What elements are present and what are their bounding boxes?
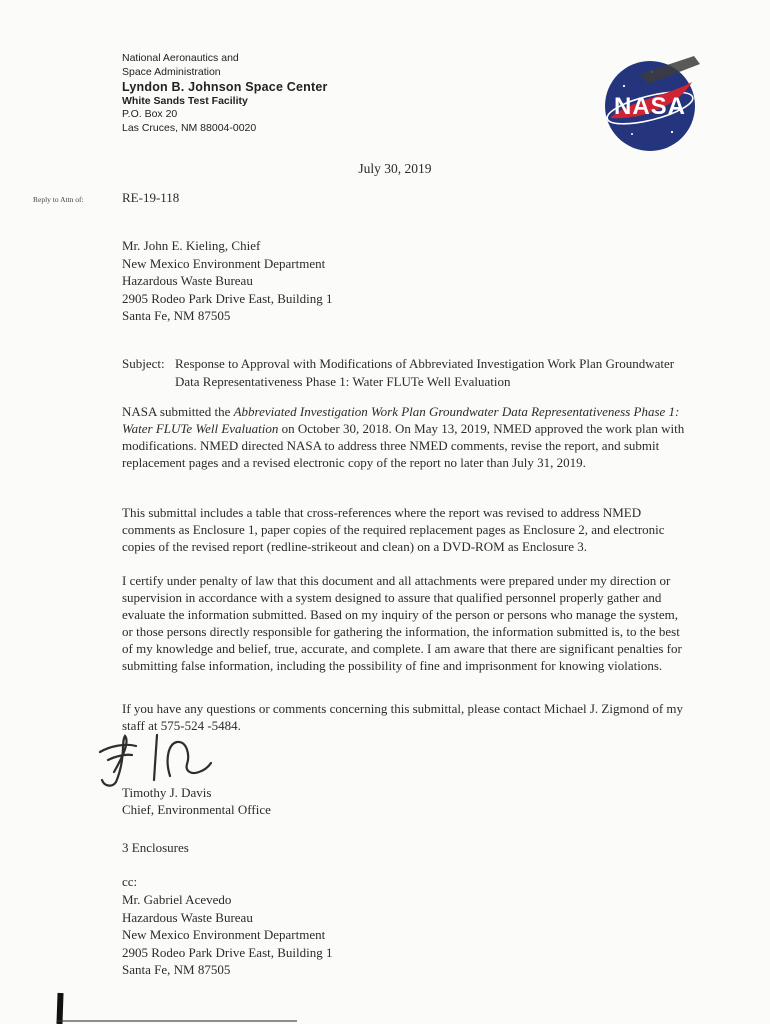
body-paragraph-2: This submittal includes a table that cross-references where the report was revised to address NMED comments as Enclosure 1, paper copies of the required replacement pages as Enclosure 2, and electronic copies of the revised report (redline-strikeout and clean) on a DVD-ROM as Enclosure 3. — [122, 505, 665, 554]
letterhead — [122, 52, 328, 135]
recipient-line: Hazardous Waste Bureau — [122, 273, 253, 288]
reply-attn-label: Reply to Attn of: — [33, 195, 84, 204]
cc-line: New Mexico Environment Department — [122, 927, 326, 942]
signer-name: Timothy J. Davis — [122, 785, 212, 800]
enclosures-note: 3 Enclosures — [122, 840, 189, 855]
handwritten-signature — [92, 730, 242, 790]
body-paragraph-1 — [122, 403, 688, 471]
svg-text:NASA: NASA — [613, 93, 687, 120]
p1-pre: NASA submitted the — [122, 404, 234, 419]
p1-post: on October 30, 2018. On May 13, 2019, NMED approved the work plan with modifications. NMED directed NASA to address three NMED comments, revise the report, and submit replacement pages and a revised electronic copy of the report no later than July 31, 2019. — [122, 421, 685, 470]
recipient-line: New Mexico Environment Department — [122, 255, 326, 271]
recipient-line: Santa Fe, NM 87505 — [122, 308, 231, 323]
subject-text: Response to Approval with Modifications of Abbreviated Investigation Work Plan Groundwater Data Representativeness Phase 1: Water FLUTe Well Evaluation — [175, 356, 675, 389]
p1-work-plan-title: Abbreviated Investigation Work Plan Groundwater Data Representativeness Phase 1: Water FLUTe Well Evaluation — [122, 404, 680, 436]
cc-label: cc: — [122, 874, 138, 889]
body-paragraph-3: I certify under penalty of law that this document and all attachments were prepared under my direction or supervision in accordance with a system designed to assure that qualified personnel properly gather and evaluate the information submitted. Based on my inquiry of the person or persons who manage the system, or those persons directly responsible for gathering the information, the information submitted is, to the best of my knowledge and belief, true, accurate, and complete. I am aware that there are significant penalties for submitting false information, including the possibility of fine and imprisonment for knowing violations. — [122, 573, 682, 673]
city-state-zip: Las Cruces, NM 88004-0020 — [122, 121, 257, 134]
center-name: Lyndon B. Johnson Space Center — [122, 80, 328, 94]
facility-name: White Sands Test Facility — [122, 95, 248, 107]
cc-address — [122, 891, 333, 979]
agency-line-1: National Aeronautics and — [122, 52, 239, 64]
agency-line-2: Space Administration — [122, 65, 221, 78]
subject-label: Subject: — [122, 356, 165, 371]
signer-title: Chief, Environmental Office — [122, 802, 271, 817]
cc-line: Hazardous Waste Bureau — [122, 909, 253, 925]
body-paragraph-4: If you have any questions or comments concerning this submittal, please contact Michael J. Zigmond of my staff at 575-524 -5484. — [122, 701, 684, 733]
recipient-line: Mr. John E. Kieling, Chief — [122, 238, 261, 253]
cc-line: Santa Fe, NM 87505 — [122, 962, 231, 977]
date-line: July 30, 2019 — [358, 161, 432, 176]
recipient-line: 2905 Rodeo Park Drive East, Building 1 — [122, 290, 333, 306]
po-box: P.O. Box 20 — [122, 108, 178, 120]
reply-code: RE-19-118 — [122, 190, 180, 205]
cc-line: Mr. Gabriel Acevedo — [122, 892, 232, 907]
cc-line: 2905 Rodeo Park Drive East, Building 1 — [122, 944, 333, 960]
nasa-logo-icon — [602, 54, 702, 154]
subject-block — [122, 355, 682, 390]
scan-artifact-horizontal — [57, 1020, 297, 1022]
recipient-address — [122, 237, 333, 325]
nasa-logo — [602, 54, 702, 154]
